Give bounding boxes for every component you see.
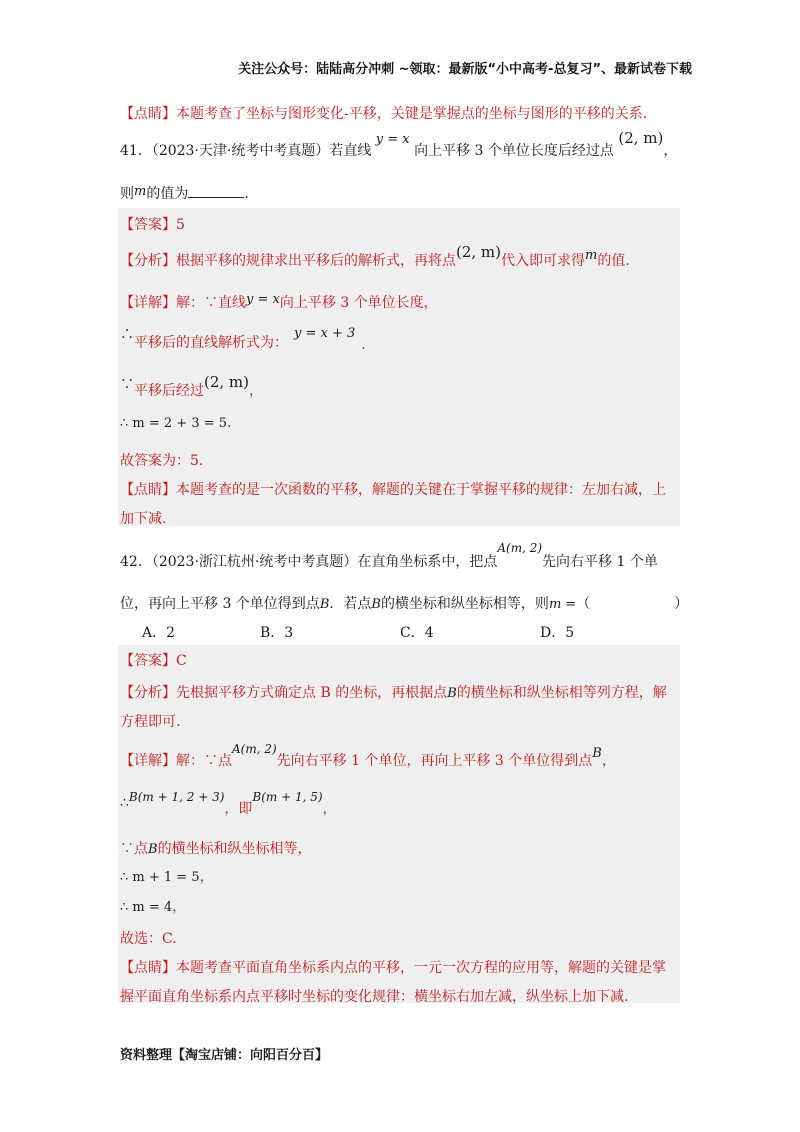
q41-stem-text: 的值为 (146, 186, 189, 202)
detail-text: ， (601, 753, 616, 769)
detail-text: 的横坐标和纵坐标相等， (157, 841, 312, 857)
detail-var: B (592, 746, 602, 761)
q41-stem-line2 (120, 183, 249, 203)
detail-equation: B(m + 1, 2 + 3) (128, 790, 225, 804)
detail-equation: B(m + 1, 5) (252, 790, 323, 804)
q42-stem-text: （ ） (576, 596, 689, 612)
answer-tag: 【答案】 (120, 217, 176, 233)
detail-text: 平移后经过 (134, 383, 204, 399)
q42-point-b: B (371, 597, 381, 612)
detail-equation: ∴ m = 4 (120, 900, 173, 915)
q42-analysis-1 (120, 682, 667, 702)
q42-detail-5 (120, 896, 186, 916)
q41-comment-1 (120, 479, 666, 499)
therefore-symbol: ∴ (120, 795, 129, 811)
q42-var-m: m = (548, 597, 577, 612)
detail-text: ∵点 (120, 841, 148, 857)
q41-stem-text: 向上平移 3 个单位长度后经过点 (414, 143, 614, 159)
q42-detail-2 (120, 790, 337, 817)
q42-point-a: A(m, 2) (497, 541, 543, 555)
comment-text: 本题考查的是一次函数的平移，解题的关键在于掌握平移的规律：左加右减，上 (176, 482, 666, 498)
choice-a[interactable]: A．2 (142, 625, 176, 641)
q42-stem-text: 的横坐标和纵坐标相等，则 (380, 596, 549, 612)
analysis-text: 的横坐标和纵坐标相等列方程，解 (456, 685, 667, 701)
q42-answer (120, 650, 187, 670)
q41-detail-4 (120, 415, 231, 431)
detail-text: 解：∵直线 (176, 295, 246, 311)
analysis-tag: 【分析】 (120, 253, 176, 269)
answer-blank (188, 185, 244, 198)
q42-point-b: B (319, 597, 330, 612)
detail-tag: 【详解】 (120, 753, 176, 769)
detail-point: (2, m) (204, 373, 250, 391)
q42-comment-2: 握平面直角坐标系内点平移时坐标的变化规律：横坐标右加左减，纵坐标上加下减. (120, 989, 629, 1005)
q42-choices (142, 622, 574, 642)
analysis-text: 根据平移的规律求出平移后的解析式，再将点 (176, 253, 456, 269)
q41-detail-3 (120, 373, 264, 399)
q42-detail-1 (120, 742, 616, 770)
analysis-text: 先根据平移方式确定点 B 的坐标，再根据点 (176, 685, 448, 701)
detail-equation: ∴ m + 1 = 5 (120, 870, 200, 885)
q42-final: 故选：C. (120, 931, 177, 947)
detail-point: A(m, 2) (232, 742, 277, 756)
q41-stem-text: 则 (120, 186, 134, 202)
detail-text: 平移后的直线解析式为： (134, 335, 288, 351)
q41-stem-text: 41．（2023·天津·统考中考真题）若直线 (120, 143, 372, 159)
q41-final: 故答案为：5. (120, 453, 204, 469)
q41-var-m: m (134, 184, 147, 199)
detail-text: 先向右平移 1 个单位，再向上平移 3 个单位得到点 (276, 753, 593, 769)
q41-point: (2, m) (618, 129, 664, 147)
detail-text: ， (199, 869, 214, 885)
analysis-text: 代入即可求得 (501, 253, 586, 269)
comment-tag: 【点睛】 (120, 960, 176, 976)
q41-answer (120, 214, 185, 234)
detail-text: . (227, 415, 232, 431)
detail-text: . (361, 337, 366, 353)
analysis-tag: 【分析】 (120, 685, 176, 701)
q42-stem-line1 (120, 541, 658, 571)
detail-var: B (148, 842, 158, 857)
q42-stem-text: ．若点 (329, 596, 372, 612)
detail-equation: ∴ m = 2 + 3 = 5 (120, 416, 228, 431)
analysis-point: (2, m) (456, 243, 502, 261)
detail-text: 向上平移 3 个单位长度， (279, 295, 438, 311)
q42-stem-text: 先向右平移 1 个单 (542, 554, 658, 570)
choice-b[interactable]: B．3 (260, 625, 294, 641)
prev-comment (120, 103, 647, 123)
q42-comment-1 (120, 957, 666, 977)
page-footer: 资料整理【淘宝店铺：向阳百分百】 (120, 1048, 329, 1063)
comment-text: 本题考查了坐标与图形变化-平移，关键是掌握点的坐标与图形的平移的关系. (176, 106, 648, 122)
page-header: 关注公众号：陆陆高分冲刺 ~领取：最新版“小中高考-总复习”、最新试卷下载 (238, 62, 692, 77)
q41-analysis (120, 243, 630, 270)
detail-text: 解：∵点 (176, 753, 232, 769)
detail-equation: y = x (246, 292, 280, 307)
q41-equation: y = x (375, 132, 410, 147)
analysis-var: B (447, 686, 457, 701)
detail-tag: 【详解】 (120, 295, 176, 311)
q42-detail-3 (120, 838, 312, 858)
because-symbol: ∵ (120, 377, 134, 393)
choice-d[interactable]: D．5 (540, 625, 575, 641)
comment-text: 本题考查平面直角坐标系内点的平移，一元一次方程的应用等，解题的关键是掌 (176, 960, 666, 976)
answer-value: 5 (176, 217, 185, 233)
q42-analysis-2: 方程即可. (120, 714, 181, 730)
q41-stem-line1 (120, 129, 678, 160)
detail-text: ， (249, 383, 264, 399)
comment-tag: 【点睛】 (120, 106, 176, 122)
analysis-text: 的值. (597, 253, 630, 269)
q41-comment-2: 加下减. (120, 511, 167, 527)
detail-equation: y = x + 3 (294, 326, 356, 341)
q42-stem-line2 (120, 593, 688, 613)
answer-value: C (176, 653, 187, 669)
q41-stem-text: ， (663, 143, 678, 159)
detail-text: ， (172, 899, 187, 915)
q42-detail-4 (120, 866, 214, 886)
detail-text: ，即 (224, 801, 253, 817)
therefore-symbol: ∴ (120, 327, 134, 343)
q41-stem-text: . (244, 186, 249, 202)
comment-tag: 【点睛】 (120, 482, 176, 498)
choice-c[interactable]: C．4 (400, 625, 434, 641)
q41-detail-1 (120, 292, 438, 312)
answer-tag: 【答案】 (120, 653, 176, 669)
q42-stem-text: 位，再向上平移 3 个单位得到点 (120, 596, 320, 612)
q42-stem-text: 42．（2023·浙江杭州·统考中考真题）在直角坐标系中，把点 (120, 554, 498, 570)
analysis-var: m (585, 248, 598, 263)
detail-text: ， (322, 801, 337, 817)
q41-detail-2 (120, 324, 366, 353)
